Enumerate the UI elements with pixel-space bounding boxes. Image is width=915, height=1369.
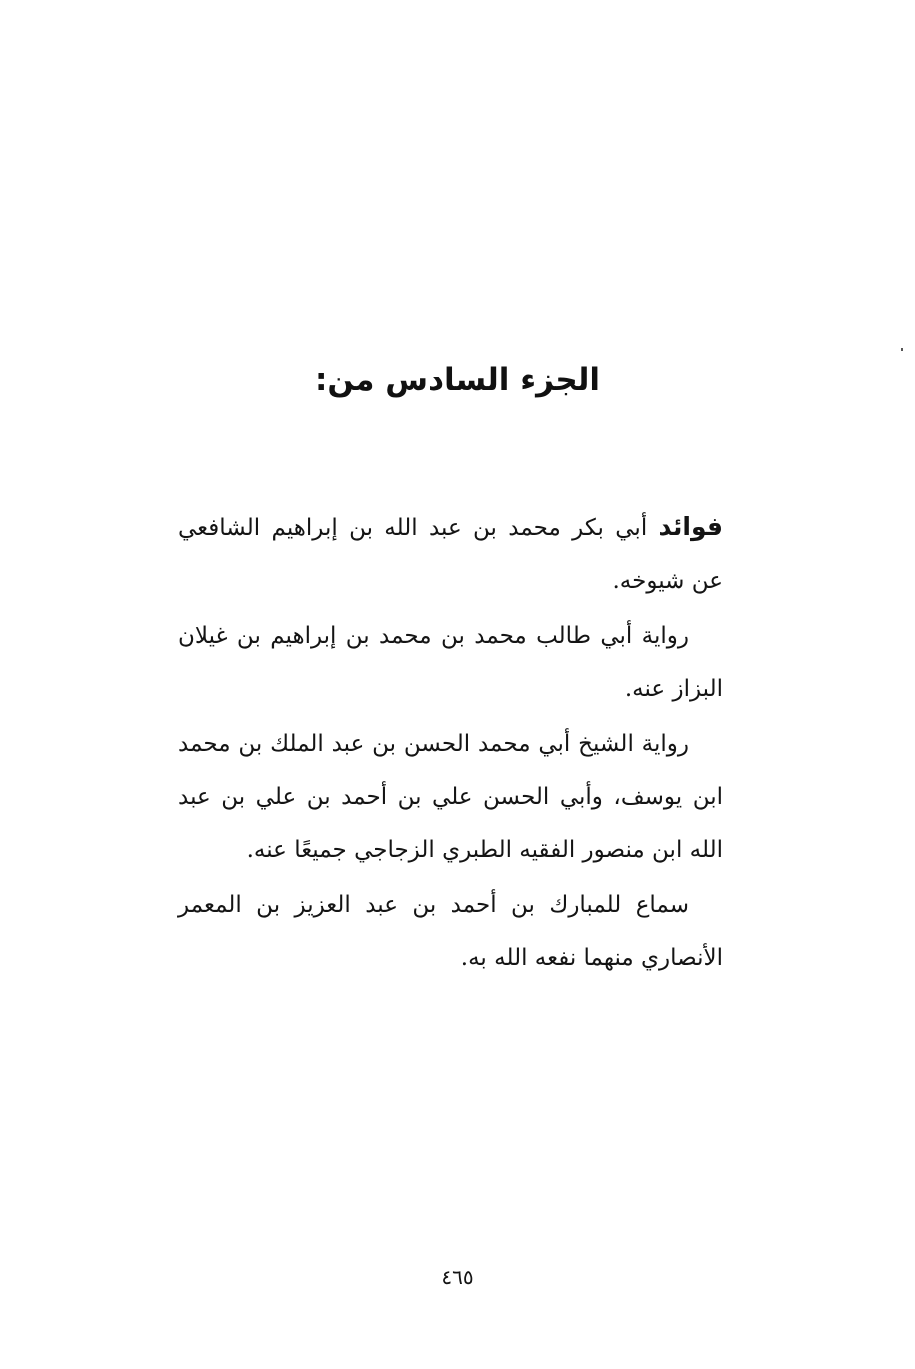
paragraph-transmission-2: رواية الشيخ أبي محمد الحسن بن عبد الملك بن محمد ابن يوسف، وأبي الحسن علي بن أحمد بن علي بن عبد الله ابن منصور الفقيه الطبري الزجاجي جميعًا عنه. xyxy=(178,731,723,863)
paragraph-work-title xyxy=(178,500,723,608)
page-title: الجزء السادس من: xyxy=(315,362,600,398)
margin-mark xyxy=(901,348,903,351)
title-page-body xyxy=(178,500,723,987)
lead-word: فوائد xyxy=(658,512,723,541)
paragraph-transmission-1: رواية أبي طالب محمد بن محمد بن إبراهيم بن غيلان البزاز عنه. xyxy=(178,623,723,702)
paragraph-text: أبي بكر محمد بن عبد الله بن إبراهيم الشافعي عن شيوخه. xyxy=(178,515,723,594)
paragraph-audition: سماع للمبارك بن أحمد بن عبد العزيز بن المعمر الأنصاري منهما نفعه الله به. xyxy=(178,892,723,971)
page-number: ٤٦٥ xyxy=(441,1265,474,1289)
